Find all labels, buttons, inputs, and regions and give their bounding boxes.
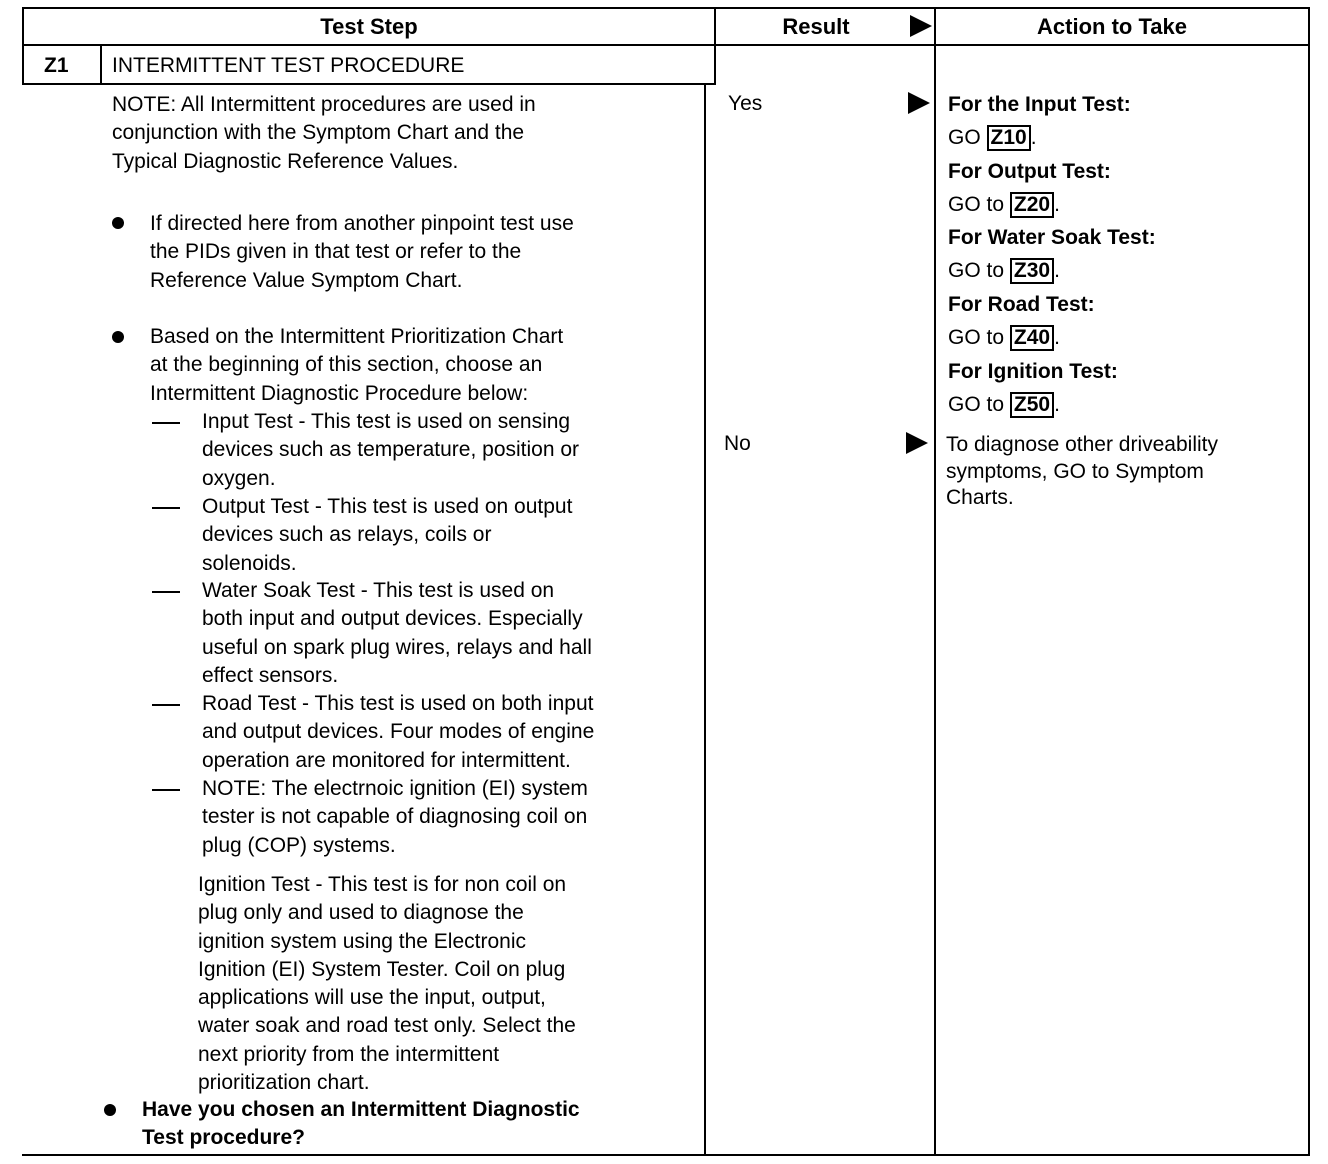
dash-icon (152, 591, 180, 593)
bullet-icon (112, 331, 124, 343)
step-note: NOTE: All Intermittent procedures are used in conjunction with the Symptom Chart and the Typical Diagnostic Reference Values. (112, 93, 536, 173)
step-question: Have you chosen an Intermittent Diagnostic Test procedure? (142, 1098, 580, 1150)
action-no: To diagnose other driveability symptoms, GO to Symptom Charts. (946, 433, 1218, 509)
ref-z30: Z30 (1010, 258, 1054, 284)
ref-z20: Z20 (1010, 192, 1054, 218)
action-road-go: GO to Z40 . (948, 326, 1060, 349)
no-arrow-icon (906, 432, 928, 454)
header-result: Result (782, 14, 850, 39)
result-column-divider (934, 7, 936, 1155)
result-no: No (724, 432, 751, 455)
bullet-item-pinpoint: If directed here from another pinpoint test use the PIDs given in that test or refer to the Reference Value Symptom Chart. (150, 212, 574, 292)
ref-z10: Z10 (987, 125, 1031, 151)
action-input-label: For the Input Test: (948, 93, 1131, 116)
action-ignition-go: GO to Z50 . (948, 393, 1060, 416)
dash-item-ei-note: NOTE: The electrnoic ignition (EI) system tester is not capable of diagnosing coil on plug (COP) systems. (202, 777, 588, 857)
dash-item-road-test: Road Test - This test is used on both input and output devices. Four modes of engine operation are monitored for intermittent. (202, 692, 595, 772)
bullet-item-prioritization: Based on the Intermittent Prioritization Chart at the beginning of this section, choose an Intermittent Diagnostic Procedure below: (150, 325, 564, 405)
action-water-go: GO to Z30 . (948, 259, 1060, 282)
step-id-divider (100, 44, 102, 84)
header-arrow-icon (910, 15, 932, 37)
header-action: Action to Take (1037, 14, 1187, 39)
step-id: Z1 (44, 54, 69, 77)
ref-z50: Z50 (1010, 392, 1054, 418)
ref-z40: Z40 (1010, 325, 1054, 351)
dash-icon (152, 507, 180, 509)
bullet-icon (104, 1104, 116, 1116)
dash-item-water-soak-test: Water Soak Test - This test is used on both input and output devices. Especially useful on spark plug wires, relays and hall effect sensors. (202, 579, 592, 687)
action-water-label: For Water Soak Test: (948, 226, 1156, 249)
table-bottom-border (22, 1154, 1310, 1156)
action-ignition-label: For Ignition Test: (948, 360, 1118, 383)
action-output-label: For Output Test: (948, 160, 1111, 183)
header-test-step: Test Step (320, 14, 418, 39)
action-road-label: For Road Test: (948, 293, 1095, 316)
table-right-border (1308, 7, 1310, 1155)
table-top-border (22, 7, 1310, 9)
step-title-bottom-border (22, 83, 714, 85)
action-output-go: GO to Z20 . (948, 193, 1060, 216)
step-title: INTERMITTENT TEST PROCEDURE (112, 54, 465, 77)
dash-item-input-test: Input Test - This test is used on sensing devices such as temperature, position or oxygen. (202, 410, 580, 490)
dash-icon (152, 704, 180, 706)
dash-item-output-test: Output Test - This test is used on output devices such as relays, coils or solenoids. (202, 495, 573, 575)
yes-arrow-icon (908, 92, 930, 114)
ignition-test-paragraph: Ignition Test - This test is for non coil on plug only and used to diagnose the ignition system using the Electronic Ignition (EI) System Tester. Coil on plug applications will use the input, output, water soak and road test only. Select the next priority from the intermittent prioritization chart. (198, 873, 576, 1095)
result-yes: Yes (728, 92, 763, 115)
header-bottom-border (22, 44, 1310, 46)
dash-icon (152, 789, 180, 791)
action-input-go: GO Z10 . (948, 126, 1037, 149)
bullet-icon (112, 217, 124, 229)
dash-icon (152, 422, 180, 424)
test-step-column-divider-lower (704, 84, 706, 1155)
